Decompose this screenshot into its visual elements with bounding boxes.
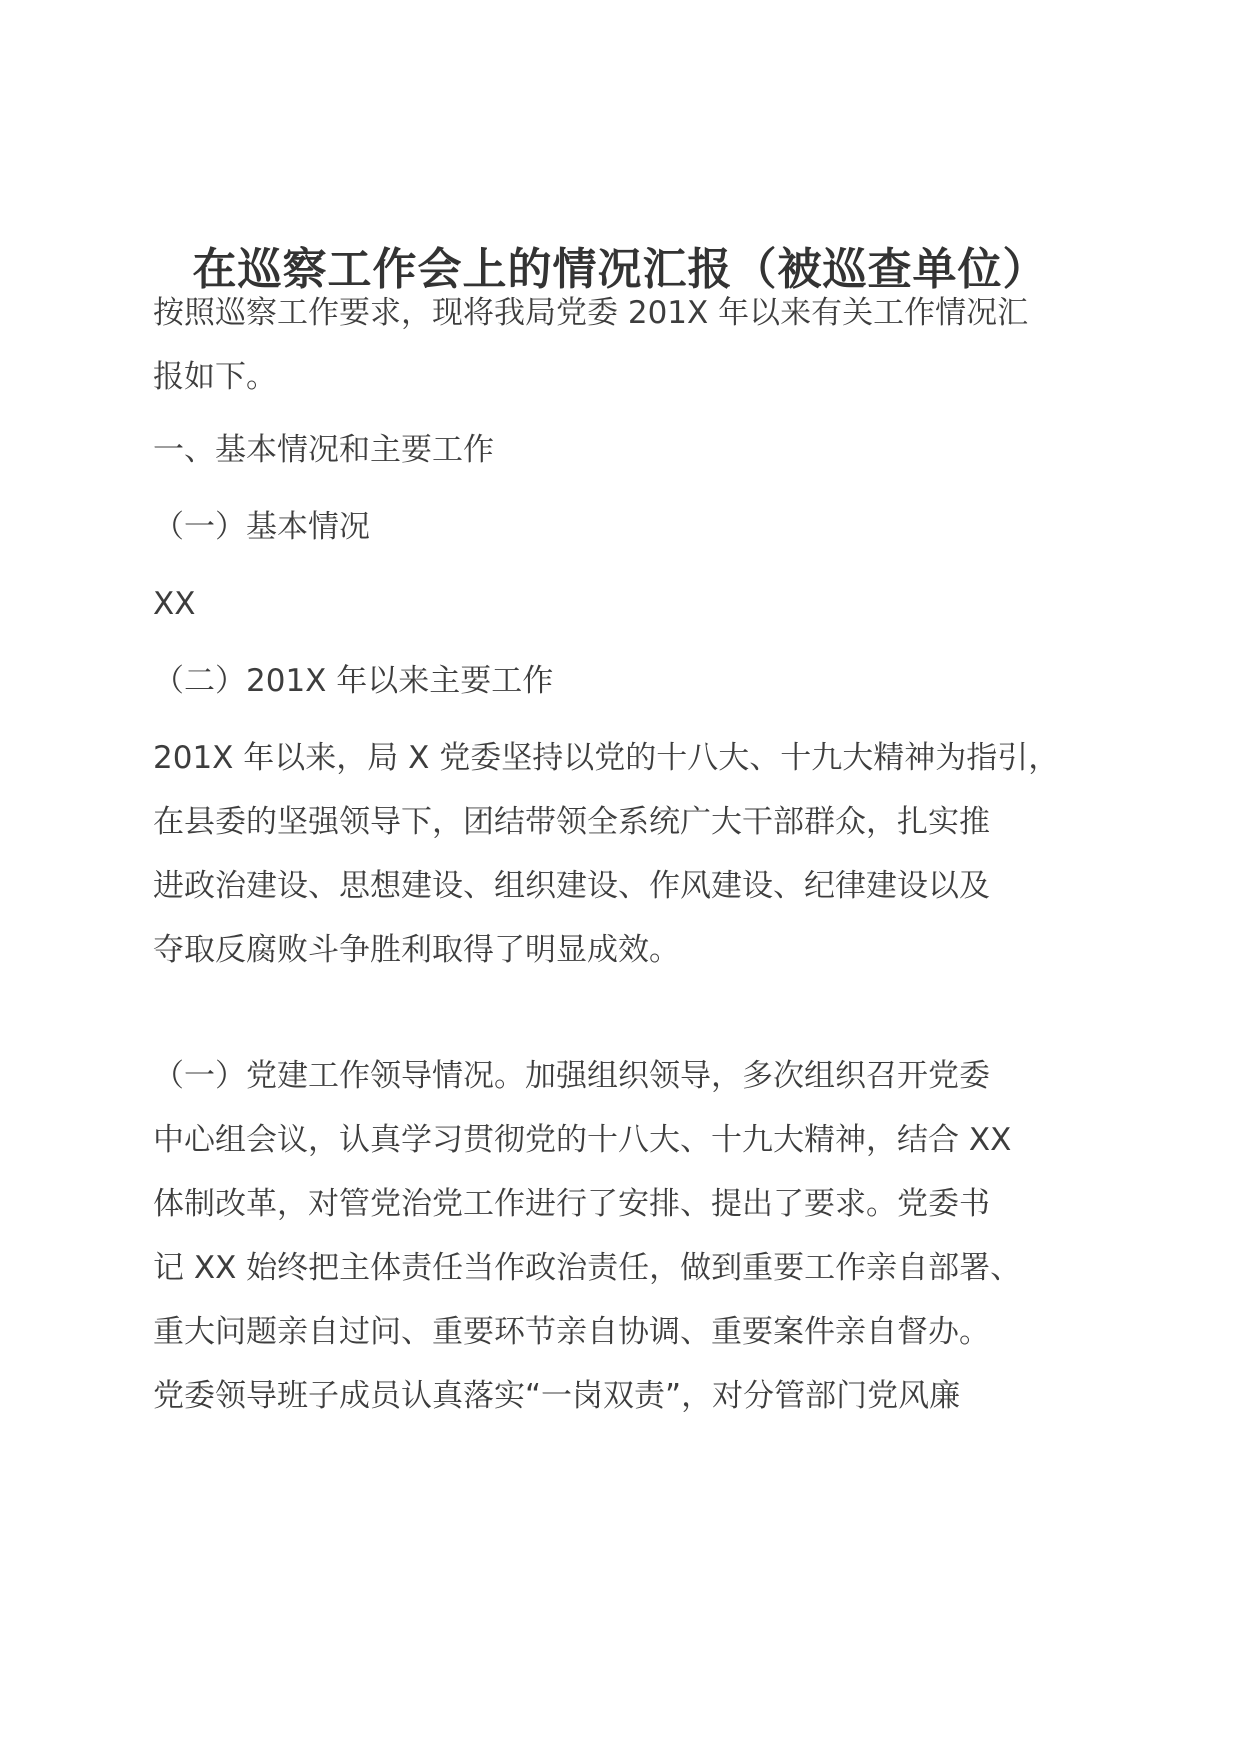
text-line: 进政治建设、思想建设、组织建设、作风建设、纪律建设以及 xyxy=(153,868,990,904)
placeholder-text xyxy=(153,572,1093,636)
text-line: 报如下。 xyxy=(153,359,277,395)
subheading-main-work xyxy=(153,649,1093,713)
text-line: 记 XX 始终把主体责任当作政治责任，做到重要工作亲自部署、 xyxy=(153,1250,1022,1286)
text-line: 中心组会议，认真学习贯彻党的十八大、十九大精神，结合 XX xyxy=(153,1122,1012,1158)
text-line: 一、基本情况和主要工作 xyxy=(153,432,494,468)
text-line: 夺取反腐败斗争胜利取得了明显成效。 xyxy=(153,932,680,968)
paragraph-party-building xyxy=(153,1044,1093,1428)
text-line: （一）党建工作领导情况。加强组织领导，多次组织召开党委 xyxy=(153,1058,990,1094)
subheading-basic-situation xyxy=(153,495,1093,559)
text-line: 党委领导班子成员认真落实“一岗双责”，对分管部门党风廉 xyxy=(153,1378,961,1414)
text-line: 201X 年以来，局 X 党委坚持以党的十八大、十九大精神为指引， xyxy=(153,740,1060,776)
text-line: 重大问题亲自过问、重要环节亲自协调、重要案件亲自督办。 xyxy=(153,1314,990,1350)
text-line: （二）201X 年以来主要工作 xyxy=(153,663,554,699)
text-line: XX xyxy=(153,586,196,622)
paragraph-summary xyxy=(153,726,1093,982)
paragraph-intro xyxy=(153,281,1093,409)
section-heading-basic-and-main-work xyxy=(153,418,1093,482)
text-line: 在县委的坚强领导下，团结带领全系统广大干部群众，扎实推 xyxy=(153,804,990,840)
text-line: 体制改革，对管党治党工作进行了安排、提出了要求。党委书 xyxy=(153,1186,990,1222)
text-line: （一）基本情况 xyxy=(153,509,370,545)
document-title: 在巡察工作会上的情况汇报（被巡查单位） xyxy=(192,244,1048,295)
text-line: 按照巡察工作要求，现将我局党委 201X 年以来有关工作情况汇 xyxy=(153,295,1029,331)
